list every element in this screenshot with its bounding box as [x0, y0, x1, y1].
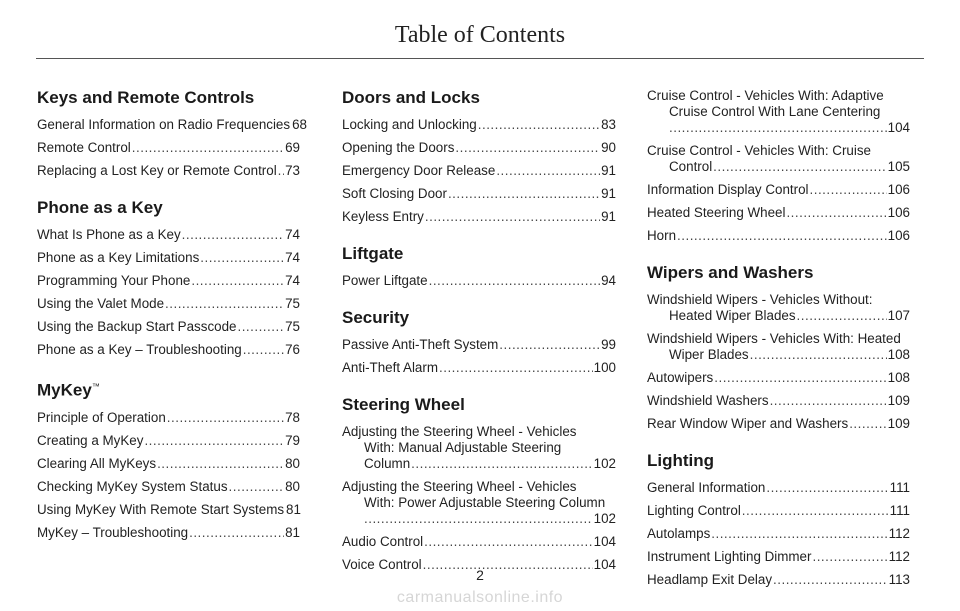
- toc-entry-text: Keyless Entry: [342, 209, 424, 224]
- toc-entry-text: Information Display Control: [647, 182, 809, 197]
- section-heading-text: Phone as a Key: [37, 198, 163, 217]
- toc-page-number: 113: [888, 572, 910, 587]
- toc-entry-text: Soft Closing Door: [342, 186, 447, 201]
- leader-dots: [439, 360, 593, 376]
- section-heading: [342, 395, 616, 415]
- leader-dots: [448, 186, 600, 202]
- section-heading: [647, 263, 910, 283]
- section-heading-text: Security: [342, 308, 410, 327]
- toc-entry-text: Opening the Doors: [342, 140, 455, 155]
- toc-entry[interactable]: [647, 331, 910, 363]
- toc-entry[interactable]: [342, 424, 616, 472]
- toc-page-number: 99: [601, 337, 616, 352]
- leader-dots: [499, 337, 600, 353]
- leader-dots: [812, 549, 887, 565]
- toc-entry-text: Rear Window Wiper and Washers: [647, 416, 849, 431]
- toc-entry[interactable]: [647, 88, 910, 136]
- leader-dots: [455, 140, 600, 156]
- toc-page-number: 112: [888, 526, 910, 541]
- leader-dots: [278, 163, 284, 179]
- leader-dots: [429, 273, 600, 289]
- toc-page-number: 105: [887, 159, 910, 174]
- toc-page-number: 73: [285, 163, 300, 178]
- section-heading-text: Keys and Remote Controls: [37, 88, 255, 107]
- toc-entry-text: Control: [669, 159, 713, 174]
- toc-page-number: 76: [285, 342, 300, 357]
- leader-dots: [810, 182, 887, 198]
- toc-entry[interactable]: [647, 480, 910, 496]
- toc-entry[interactable]: [37, 273, 300, 289]
- toc-section: [37, 88, 307, 179]
- toc-page-number: 74: [285, 250, 300, 265]
- toc-entry-text: With: Manual Adjustable Steering: [364, 440, 562, 455]
- toc-page-number: 91: [601, 209, 616, 224]
- leader-dots: [364, 511, 593, 527]
- toc-page-number: 69: [285, 140, 300, 155]
- leader-dots: [750, 347, 887, 363]
- toc-entry[interactable]: [37, 479, 300, 495]
- toc-entry-text: Programming Your Phone: [37, 273, 191, 288]
- leader-dots: [200, 250, 284, 266]
- toc-entry-text: General Information: [647, 480, 766, 495]
- toc-entry-text: Windshield Wipers - Vehicles Without:: [647, 292, 873, 307]
- toc-entry-text: Lighting Control: [647, 503, 741, 518]
- toc-entry-text: Principle of Operation: [37, 409, 166, 425]
- toc-page-number: 102: [593, 511, 616, 526]
- toc-page-number: 94: [601, 273, 616, 288]
- toc-entry[interactable]: [342, 209, 616, 225]
- toc-entry[interactable]: [647, 393, 910, 409]
- toc-entry-text: Phone as a Key – Troubleshooting: [37, 342, 242, 357]
- toc-page-number: 79: [285, 432, 300, 448]
- section-heading: [342, 244, 616, 264]
- toc-section: [342, 395, 616, 573]
- toc-page-number: 106: [887, 228, 910, 243]
- section-heading-text: Lighting: [647, 451, 715, 470]
- leader-dots: [132, 140, 284, 156]
- leader-dots: [167, 410, 284, 426]
- toc-entry[interactable]: [647, 205, 910, 221]
- toc-entry-text: Autowipers: [647, 370, 714, 385]
- leader-dots: [742, 503, 889, 519]
- toc-entry[interactable]: [37, 502, 300, 518]
- toc-column-1: [37, 88, 307, 548]
- toc-page-number: 81: [285, 524, 300, 540]
- section-heading-text: Doors and Locks: [342, 88, 480, 107]
- toc-entry[interactable]: [37, 456, 300, 472]
- toc-entry[interactable]: [647, 503, 910, 519]
- section-heading-text: Wipers and Washers: [647, 263, 814, 282]
- toc-entry-text: Column: [364, 456, 411, 471]
- section-heading: [37, 198, 300, 218]
- toc-page-number: 75: [285, 319, 300, 334]
- leader-dots: [157, 456, 284, 472]
- toc-entry[interactable]: [37, 319, 300, 335]
- toc-entry-text: Cruise Control - Vehicles With: Adaptive: [647, 88, 884, 103]
- toc-page-number: 100: [593, 360, 616, 375]
- toc-section: [647, 263, 910, 432]
- leader-dots: [669, 120, 887, 136]
- toc-page-number: 112: [888, 549, 910, 564]
- toc-entry-text: Cruise Control With Lane Centering: [669, 104, 881, 119]
- toc-entry[interactable]: [342, 163, 616, 179]
- toc-entry-text: Using MyKey With Remote Start Systems: [37, 501, 285, 517]
- section-heading: [342, 308, 616, 328]
- toc-entry-text: Locking and Unlocking: [342, 117, 477, 132]
- toc-page-number: 106: [887, 182, 910, 197]
- toc-column-2: [342, 88, 616, 580]
- toc-page-number: 83: [601, 117, 616, 132]
- toc-entry[interactable]: [37, 296, 300, 312]
- leader-dots: [165, 296, 284, 312]
- toc-page-number: 90: [601, 140, 616, 155]
- toc-entry[interactable]: [37, 227, 300, 243]
- toc-entry-text: Adjusting the Steering Wheel - Vehicles: [342, 479, 577, 494]
- toc-entry-text: Creating a MyKey: [37, 432, 144, 448]
- toc-entry[interactable]: [342, 534, 616, 550]
- leader-dots: [425, 209, 600, 225]
- toc-page-number: 91: [601, 163, 616, 178]
- toc-page-number: 80: [285, 455, 300, 471]
- toc-entry[interactable]: [647, 549, 910, 565]
- toc-entry-text: Headlamp Exit Delay: [647, 572, 773, 587]
- toc-entry-text: Adjusting the Steering Wheel - Vehicles: [342, 424, 577, 439]
- leader-dots: [849, 416, 886, 432]
- leader-dots: [677, 228, 887, 244]
- toc-entry-text: Audio Control: [342, 534, 424, 549]
- toc-entry[interactable]: [37, 433, 300, 449]
- toc-entry[interactable]: [342, 337, 616, 353]
- toc-entry-text: Windshield Wipers - Vehicles With: Heated: [647, 331, 901, 346]
- toc-page-number: 104: [887, 120, 910, 135]
- leader-dots: [766, 480, 888, 496]
- toc-entry-text: Replacing a Lost Key or Remote Control: [37, 163, 277, 178]
- toc-entry-text: Using the Valet Mode: [37, 296, 165, 311]
- toc-entry-text: Voice Control: [342, 557, 422, 572]
- section-heading: [37, 88, 300, 108]
- toc-entry[interactable]: [37, 250, 300, 266]
- watermark: carmanualsonline.info: [396, 589, 564, 606]
- toc-section: [647, 88, 910, 244]
- toc-entry[interactable]: [37, 117, 307, 133]
- toc-entry-text: Cruise Control - Vehicles With: Cruise: [647, 143, 871, 158]
- leader-dots: [237, 319, 284, 335]
- leader-dots: [243, 342, 284, 358]
- toc-page-number: 104: [593, 534, 616, 549]
- toc-entry-text: Checking MyKey System Status: [37, 478, 228, 494]
- toc-entry-text: Heated Wiper Blades: [669, 308, 796, 323]
- toc-page-number: 107: [887, 308, 910, 323]
- leader-dots: [424, 534, 593, 550]
- section-heading-text: Steering Wheel: [342, 395, 465, 414]
- leader-dots: [711, 526, 887, 542]
- toc-page-number: 108: [887, 347, 910, 362]
- leader-dots: [182, 227, 284, 243]
- toc-entry[interactable]: [647, 292, 910, 324]
- toc-entry[interactable]: [647, 370, 910, 386]
- toc-entry[interactable]: [342, 140, 616, 156]
- leader-dots: [770, 393, 887, 409]
- toc-page-number: 80: [285, 478, 300, 494]
- toc-page-number: 91: [601, 186, 616, 201]
- toc-entry-text: Clearing All MyKeys: [37, 455, 157, 471]
- toc-entry-text: Using the Backup Start Passcode: [37, 319, 237, 334]
- toc-entry[interactable]: [342, 360, 616, 376]
- toc-entry-text: With: Power Adjustable Steering Column: [364, 495, 606, 510]
- toc-section: [342, 244, 616, 289]
- toc-entry-text: Anti-Theft Alarm: [342, 360, 438, 375]
- toc-entry[interactable]: [647, 526, 910, 542]
- toc-entry-text: Horn: [647, 228, 677, 243]
- toc-page-number: 74: [285, 227, 300, 242]
- toc-entry[interactable]: [647, 416, 910, 432]
- toc-entry-text: Autolamps: [647, 526, 711, 541]
- toc-page-number: 74: [285, 273, 300, 288]
- toc-entry-text: What Is Phone as a Key: [37, 227, 181, 242]
- section-heading: [37, 377, 300, 401]
- leader-dots: [191, 273, 284, 289]
- toc-page-number: 109: [887, 416, 910, 431]
- toc-entry[interactable]: [342, 273, 616, 289]
- toc-entry-text: Power Liftgate: [342, 273, 428, 288]
- section-heading: [647, 451, 910, 471]
- toc-entry-text: Instrument Lighting Dimmer: [647, 549, 812, 564]
- page-number: 2: [476, 567, 484, 583]
- section-heading-text: Liftgate: [342, 244, 404, 263]
- toc-entry-text: Windshield Washers: [647, 393, 769, 408]
- leader-dots: [797, 308, 887, 324]
- toc-entry[interactable]: [37, 410, 300, 426]
- title-divider: [36, 58, 924, 59]
- toc-entry-text: Heated Steering Wheel: [647, 205, 786, 220]
- section-heading-text: MyKey: [37, 380, 92, 400]
- toc-entry-text: Passive Anti-Theft System: [342, 337, 499, 352]
- toc-page-number: 78: [285, 409, 300, 425]
- toc-page-number: 111: [889, 503, 910, 518]
- toc-page-number: 108: [887, 370, 910, 385]
- leader-dots: [714, 370, 886, 386]
- section-heading: [342, 88, 616, 108]
- toc-page-number: 81: [286, 501, 301, 517]
- toc-entry[interactable]: [37, 342, 300, 358]
- toc-entry[interactable]: [37, 163, 300, 179]
- toc-entry-text: General Information on Radio Frequencies: [37, 117, 291, 132]
- toc-entry-text: Phone as a Key Limitations: [37, 250, 200, 265]
- toc-page-number: 111: [889, 480, 910, 495]
- page-title: Table of Contents: [394, 22, 566, 48]
- trademark-mark: ™: [91, 382, 100, 391]
- toc-section: [37, 198, 300, 358]
- toc-entry-text: Wiper Blades: [669, 347, 749, 362]
- toc-page-number: 75: [285, 296, 300, 311]
- leader-dots: [144, 433, 284, 449]
- toc-entry[interactable]: [342, 186, 616, 202]
- toc-section: [37, 377, 300, 541]
- leader-dots: [496, 163, 600, 179]
- leader-dots: [478, 117, 600, 133]
- leader-dots: [229, 479, 285, 495]
- toc-entry[interactable]: [37, 525, 300, 541]
- toc-page-number: 104: [593, 557, 616, 572]
- toc-entry[interactable]: [647, 143, 910, 175]
- toc-entry[interactable]: [342, 117, 616, 133]
- toc-entry[interactable]: [37, 140, 300, 156]
- toc-page-number: 109: [887, 393, 910, 408]
- toc-entry[interactable]: [647, 228, 910, 244]
- toc-entry-text: Emergency Door Release: [342, 163, 496, 178]
- toc-entry-text: MyKey – Troubleshooting: [37, 524, 189, 540]
- leader-dots: [189, 525, 284, 541]
- toc-page-number: 106: [887, 205, 910, 220]
- leader-dots: [786, 205, 886, 221]
- toc-page-number: 68: [292, 117, 307, 132]
- leader-dots: [411, 456, 593, 472]
- toc-page-number: 102: [593, 456, 616, 471]
- toc-entry-text: Remote Control: [37, 140, 131, 155]
- toc-entry[interactable]: [647, 182, 910, 198]
- toc-entry[interactable]: [342, 479, 616, 527]
- leader-dots: [713, 159, 886, 175]
- toc-section: [342, 308, 616, 376]
- toc-section: [342, 88, 616, 225]
- toc-column-3: [647, 88, 910, 595]
